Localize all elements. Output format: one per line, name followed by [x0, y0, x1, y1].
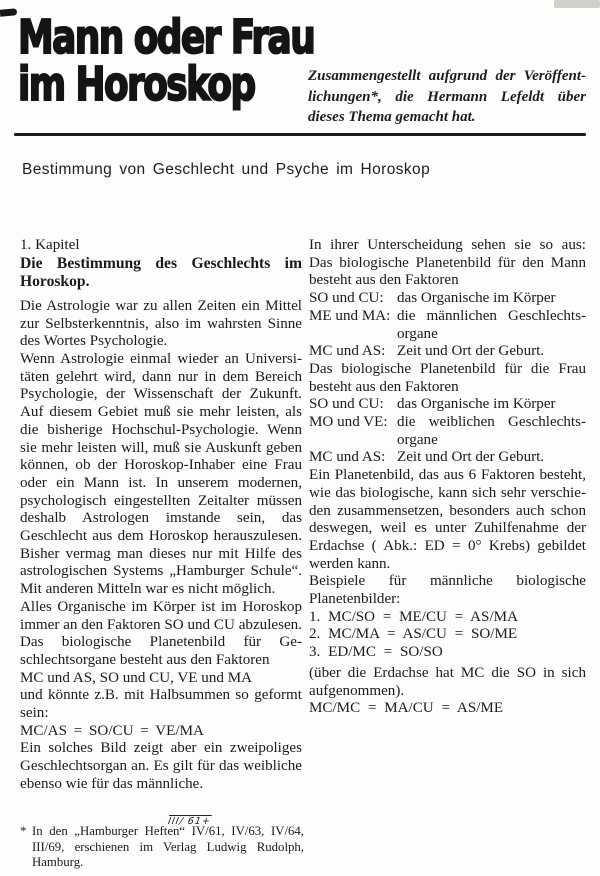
factor-definition: die weiblichen Geschlechtsorgane [397, 414, 586, 448]
factor-term: MO und VE: [309, 414, 388, 431]
scan-artifact-top-right [554, 0, 600, 8]
chapter-label: 1. Kapitel [20, 237, 80, 253]
man-planetenbild-lead: Das biologische Planetenbild für den Mann besteht aus den Faktoren [309, 254, 586, 289]
divider-rule [14, 133, 586, 136]
title-line-1: Mann oder Frau [18, 10, 315, 64]
footnote [20, 816, 304, 871]
right-column [309, 237, 586, 718]
paragraph-astrologie: Die Astrologie war zu allen Zeiten ein Mittel zur Selbsterkenntnis, also im wahrsten Sinne des Wortes Psychologie. [20, 297, 302, 350]
erdachse-paragraph: Ein Planetenbild, das aus 6 Faktoren besteht, wie das biologische, kann sich sehr verschieden zusammensetzen, besonders auch schon deswegen, weil es unter Zuhilfenahme der Erdachse ( Abk.: ED = 0° Krebs) gebildet werden kann. [309, 467, 586, 572]
factor-definition: Zeit und Ort der Geburt. [397, 449, 545, 466]
factor-term: MC und AS: [309, 343, 386, 360]
woman-planetenbild-lead: Das biologische Planetenbild für die Frau besteht aus den Faktoren [309, 360, 586, 395]
factor-term: SO und CU: [309, 396, 384, 413]
title-line-2: im Horoskop [18, 57, 255, 111]
factor-definition: das Organische im Körper [397, 290, 556, 307]
scan-artifact-top-left [0, 8, 17, 16]
examples-lead: Beispiele für männliche biologische Planetenbilder: [309, 573, 586, 608]
woman-factor-table [309, 396, 586, 467]
footnote-marker: * [20, 824, 27, 838]
intro-line: In ihrer Unterscheidung sehen sie so aus: [309, 237, 586, 253]
factor-definition: die männlichen Geschlechtsorgane [397, 307, 586, 342]
factor-term: ME und MA: [309, 307, 391, 324]
factor-definition: Zeit und Ort der Geburt. [397, 343, 545, 360]
example-formula-2: 2. MC/MA = AS/CU = SO/ME [309, 626, 518, 643]
paragraph-halbsummen: und könnte z.B. mit Halbsummen so geformt sein: [20, 687, 302, 722]
example-formula-1: 1. MC/SO = ME/CU = AS/MA [309, 608, 518, 625]
factor-term: MC und AS: [309, 449, 386, 466]
paragraph-universitaeten: Wenn Astrologie einmal wieder an Universitäten gelehrt wird, dann nur in dem Bereich Psychologie, der Wissenschaft der Zukunft. Auf diesem Gebiet muß sie mehr leisten, als die bisherige Hochschul-Psychologie. Wenn sie mehr leisten will, muß sie Auskunft geben können, ob der Horoskop-Inhaber eine Frau oder ein Mann ist. In unserem modernen, psychologisch eingestellten Zeitalter müssen deshalb Astrologen imstande sein, das Geschlecht aus dem Horoskop herauszulesen. Bisher vermag man dieses nur mit Hilfe des astrologischen Systems „Hamburger Schule“. Mit anderen Mitteln war es nicht möglich. [20, 351, 302, 598]
section-heading: Bestimmung von Geschlecht und Psyche im Horoskop [22, 161, 431, 178]
left-column [20, 237, 302, 794]
page-title [18, 10, 315, 111]
examples-list [309, 609, 586, 662]
handwritten-annotation: III/ 61+ [167, 816, 212, 827]
man-factor-table [309, 290, 586, 361]
paragraph-organische: Alles Organische im Körper ist im Horoskop immer an den Faktoren SO und CU abzulesen. Das biologische Planetenbild für Geschlechtsorgane besteht aus den Faktoren [20, 598, 302, 668]
example-formula-3: 3. ED/MC = SO/SO [309, 644, 443, 661]
halbsummen-formula: MC/AS = SO/CU = VE/MA [20, 722, 204, 739]
factor-term: SO und CU: [309, 290, 384, 307]
factors-line: MC und AS, SO und CU, VE und MA [20, 669, 253, 686]
paragraph-zweipolig: Ein solches Bild zeigt aber ein zweipoliges Geschlechtsorgan an. Es gilt für das weibliche ebenso wie für das männliche. [20, 740, 302, 792]
final-formula: MC/MC = MA/CU = AS/ME [309, 700, 504, 717]
footnote-text: In den „Hamburger Heften“ IV/61, IV/63, IV/64, III/69, erschienen im Verlag Ludwig Rudolph, Hamburg. [32, 824, 304, 869]
chapter-heading: Die Bestimmung des Geschlechts im Horoskop. [20, 254, 302, 291]
factor-definition: das Organische im Körper [397, 396, 556, 413]
byline: Zusammengestellt aufgrund der Veröffentlichungen*, die Hermann Lefeldt über dieses Thema gemacht hat. [308, 68, 586, 125]
examples-note: (über die Erdachse hat MC die SO in sich aufgenommen). [309, 664, 586, 699]
